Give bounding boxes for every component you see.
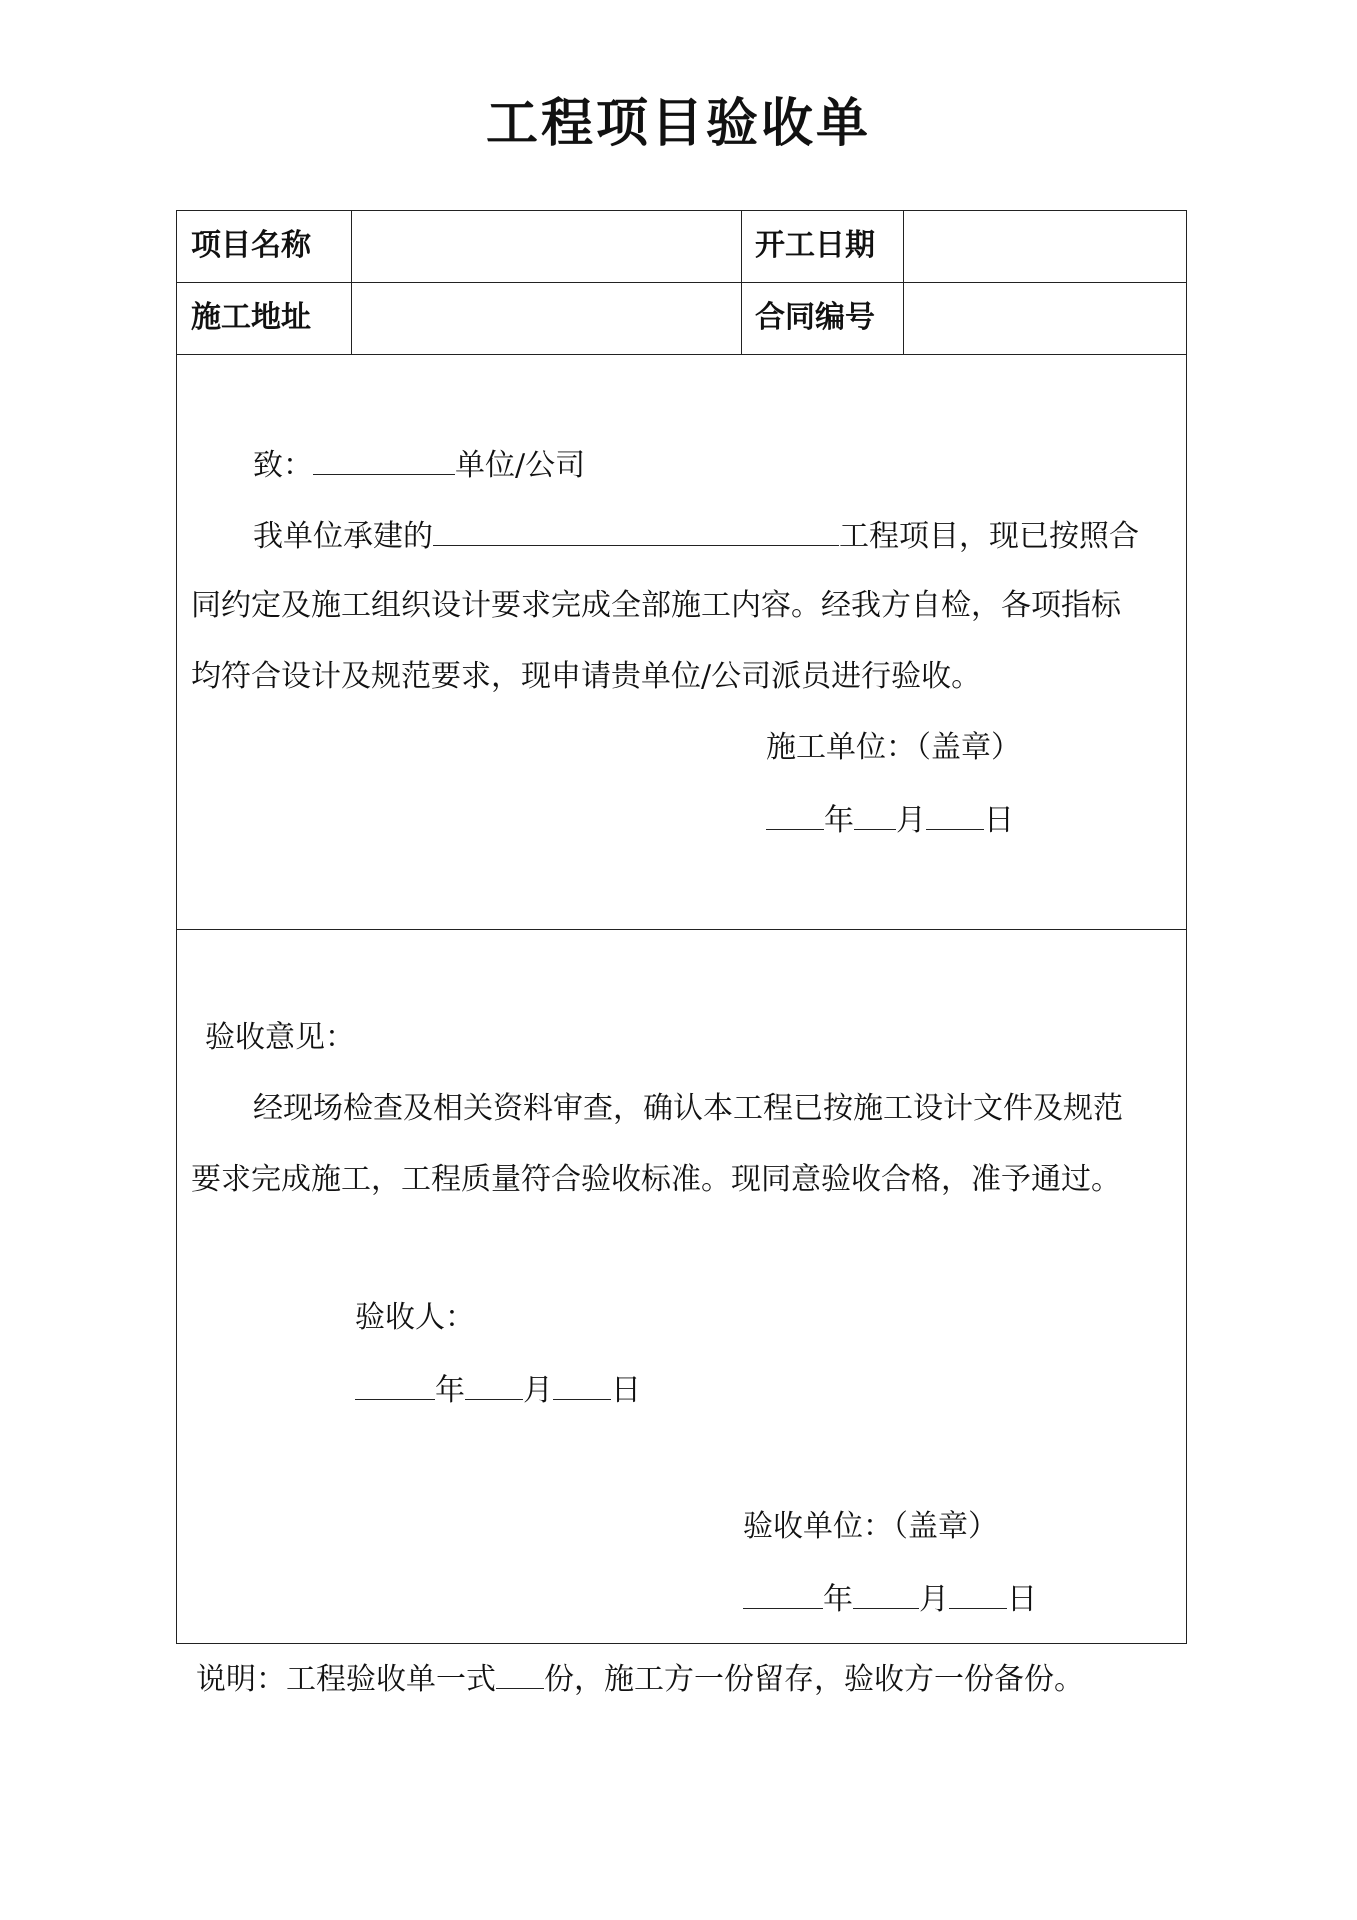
addressee-suffix: 单位/公司 [455,448,586,483]
row-divider [177,354,1186,355]
project-name-label: 项目名称 [191,228,311,263]
section-divider [177,929,1186,930]
month-blank[interactable] [854,799,896,830]
opinion-line-2: 要求完成施工，工程质量符合验收标准。现同意验收合格，准予通过。 [191,1162,1121,1197]
month-label: 月 [919,1582,949,1617]
year-label: 年 [435,1373,465,1408]
addressee-blank[interactable] [313,444,455,475]
request-line-1-suffix: 工程项目，现已按照合 [839,519,1139,554]
year-blank[interactable] [766,799,824,830]
start-date-label: 开工日期 [755,228,875,263]
month-label: 月 [896,803,926,838]
request-line-1 [253,515,1139,557]
month-blank[interactable] [853,1578,919,1609]
opinion-line-1: 经现场检查及相关资料审查，确认本工程已按施工设计文件及规范 [253,1091,1123,1126]
day-label: 日 [984,803,1014,838]
contract-no-field[interactable] [907,298,1177,338]
copies-blank[interactable] [496,1658,544,1689]
inspector-date-line [355,1369,641,1411]
project-name-field[interactable] [355,226,735,266]
month-blank[interactable] [465,1369,523,1400]
column-divider [351,211,352,355]
contract-no-label: 合同编号 [755,300,875,335]
page-title: 工程项目验收单 [485,94,871,154]
request-line-2: 同约定及施工组织设计要求完成全部施工内容。经我方自检，各项指标 [191,588,1121,623]
day-blank[interactable] [553,1369,611,1400]
month-label: 月 [523,1373,553,1408]
year-blank[interactable] [743,1578,823,1609]
address-label: 施工地址 [191,300,311,335]
acceptance-form [176,210,1187,1644]
column-divider [903,211,904,355]
opinion-heading: 验收意见： [205,1020,355,1055]
day-blank[interactable] [926,799,984,830]
footnote-suffix: 份，施工方一份留存，验收方一份备份。 [544,1662,1084,1697]
request-line-1-prefix: 我单位承建的 [253,519,433,554]
day-blank[interactable] [949,1578,1007,1609]
acceptance-unit-seal-line: 验收单位：（盖章） [743,1509,998,1544]
column-divider [741,211,742,355]
contractor-seal-line: 施工单位：（盖章） [766,730,1021,765]
year-label: 年 [824,803,854,838]
project-title-blank[interactable] [433,515,839,546]
day-label: 日 [1007,1582,1037,1617]
start-date-field[interactable] [907,226,1177,266]
request-line-3: 均符合设计及规范要求，现申请贵单位/公司派员进行验收。 [191,659,982,694]
row-divider [177,282,1186,283]
inspector-line: 验收人： [355,1300,475,1335]
addressee-prefix: 致： [253,448,313,483]
footnote [196,1658,1084,1700]
addressee-line [253,444,585,486]
footnote-prefix: 说明：工程验收单一式 [196,1662,496,1697]
contractor-date-line [766,799,1014,841]
address-field[interactable] [355,298,735,338]
year-blank[interactable] [355,1369,435,1400]
acceptance-unit-date-line [743,1578,1037,1620]
year-label: 年 [823,1582,853,1617]
day-label: 日 [611,1373,641,1408]
